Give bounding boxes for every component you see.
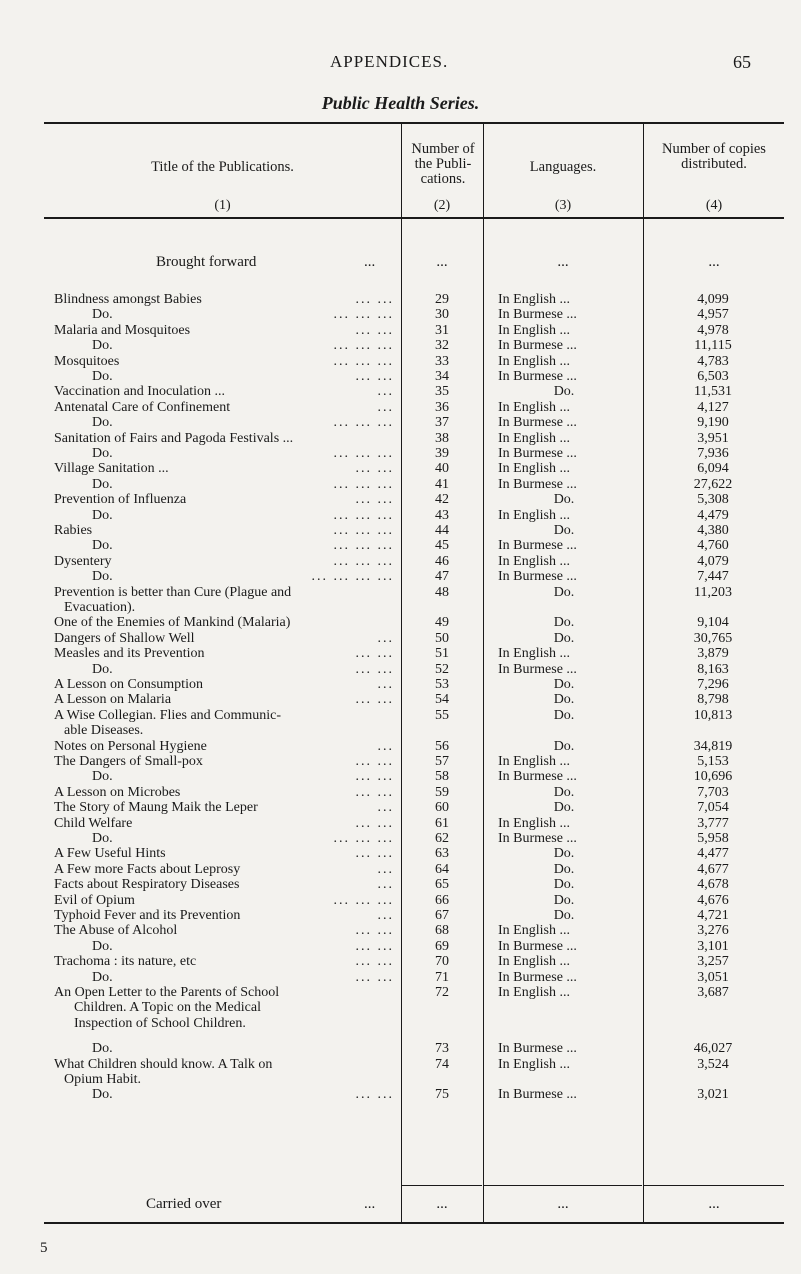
row-leader-dots: ... ... bbox=[355, 1087, 394, 1103]
carried-top-rule-2 bbox=[402, 1185, 482, 1186]
row-copies: 3,777 bbox=[697, 815, 729, 831]
brought-forward-c3: ... bbox=[557, 254, 569, 270]
row-copies: 4,760 bbox=[697, 538, 729, 554]
row-title: Blindness amongst Babies bbox=[54, 292, 202, 307]
row-copies: 7,054 bbox=[697, 800, 729, 816]
row-title: A Lesson on Microbes bbox=[54, 784, 181, 800]
row-number: 31 bbox=[435, 322, 449, 338]
publications-table bbox=[44, 122, 784, 1224]
top-rule bbox=[44, 122, 784, 124]
row-title: A Lesson on Malaria bbox=[54, 692, 172, 708]
row-language: In English ... bbox=[498, 292, 570, 307]
row-leader-dots: ... bbox=[377, 384, 394, 400]
row-language: In English ... bbox=[498, 815, 570, 831]
row-copies: 27,622 bbox=[693, 476, 733, 492]
row-copies: 3,687 bbox=[697, 985, 729, 1000]
row-number: 32 bbox=[435, 338, 449, 354]
row-number: 45 bbox=[435, 538, 449, 554]
row-number: 54 bbox=[435, 692, 449, 708]
row-language: Do. bbox=[553, 846, 575, 862]
row-language: In English ... bbox=[498, 1056, 570, 1072]
row-title: An Open Letter to the Parents of School bbox=[54, 985, 280, 1000]
row-title: Notes on Personal Hygiene bbox=[54, 738, 207, 754]
row-title: Do. bbox=[92, 507, 113, 523]
row-leader-dots: ... ... ... bbox=[333, 476, 394, 492]
row-language: Do. bbox=[553, 384, 575, 400]
row-leader-dots: ... ... bbox=[355, 754, 394, 769]
row-title-continued: Evacuation). bbox=[64, 599, 136, 615]
row-copies: 3,276 bbox=[697, 923, 729, 939]
row-number: 58 bbox=[435, 769, 449, 785]
row-leader-dots: ... ... ... bbox=[333, 538, 394, 554]
page-number: 65 bbox=[733, 52, 751, 72]
row-language: In Burmese ... bbox=[498, 1087, 577, 1103]
row-copies: 5,958 bbox=[697, 831, 729, 846]
row-leader-dots: ... ... ... bbox=[333, 831, 394, 846]
row-number: 66 bbox=[435, 892, 449, 908]
row-copies: 10,696 bbox=[693, 769, 733, 785]
row-leader-dots: ... ... ... bbox=[333, 353, 394, 369]
bottom-rule bbox=[44, 1222, 784, 1224]
row-leader-dots: ... ... ... bbox=[333, 338, 394, 354]
row-number: 35 bbox=[435, 384, 449, 400]
row-title: A Few more Facts about Leprosy bbox=[54, 861, 241, 877]
row-number: 47 bbox=[435, 569, 449, 585]
row-language: In English ... bbox=[498, 553, 570, 569]
row-copies: 4,479 bbox=[697, 507, 729, 523]
row-language: Do. bbox=[553, 861, 575, 877]
carried-over-c2: ... bbox=[436, 1196, 448, 1212]
row-leader-dots: ... ... ... bbox=[333, 415, 394, 431]
row-number: 59 bbox=[435, 784, 449, 800]
row-title: Do. bbox=[92, 769, 113, 785]
row-copies: 7,936 bbox=[697, 446, 729, 461]
row-language: In Burmese ... bbox=[498, 369, 577, 384]
row-copies: 46,027 bbox=[693, 1041, 733, 1057]
row-leader-dots: ... ... bbox=[355, 769, 394, 785]
row-title: Vaccination and Inoculation ... bbox=[54, 384, 226, 400]
row-number: 29 bbox=[435, 292, 449, 307]
row-title-continued: Opium Habit. bbox=[64, 1071, 141, 1087]
row-title: Do. bbox=[92, 661, 113, 677]
carried-over-c4: ... bbox=[708, 1196, 720, 1212]
brought-forward-c4: ... bbox=[708, 254, 720, 270]
row-title-continued: Inspection of School Children. bbox=[74, 1015, 246, 1031]
row-copies: 8,798 bbox=[697, 692, 729, 708]
brought-forward-c2: ... bbox=[436, 254, 448, 270]
row-leader-dots: ... ... bbox=[355, 646, 394, 662]
row-title: Do. bbox=[92, 338, 113, 354]
row-copies: 4,079 bbox=[697, 553, 729, 569]
row-number: 41 bbox=[435, 476, 449, 492]
row-copies: 11,115 bbox=[694, 338, 732, 354]
header-title: Title of the Publications. bbox=[151, 159, 294, 175]
row-number: 56 bbox=[435, 738, 449, 754]
row-number: 30 bbox=[435, 307, 449, 323]
row-title: Do. bbox=[92, 1087, 113, 1103]
row-title: Sanitation of Fairs and Pagoda Festivals ... bbox=[54, 430, 294, 446]
row-title: Prevention is better than Cure (Plague and bbox=[54, 584, 292, 600]
row-leader-dots: ... ... bbox=[355, 322, 394, 338]
row-language: In Burmese ... bbox=[498, 538, 577, 554]
row-title: Do. bbox=[92, 307, 113, 323]
row-title: The Story of Maung Maik the Leper bbox=[54, 800, 258, 816]
row-leader-dots: ... ... bbox=[355, 492, 394, 508]
row-title: Do. bbox=[92, 476, 113, 492]
row-title: Dysentery bbox=[54, 553, 112, 569]
row-title: Do. bbox=[92, 831, 113, 846]
header-copies: Number of copies distributed. bbox=[662, 141, 766, 172]
row-copies: 11,531 bbox=[694, 384, 732, 400]
row-language: In English ... bbox=[498, 430, 570, 446]
row-language: In English ... bbox=[498, 954, 570, 970]
row-leader-dots: ... bbox=[377, 800, 394, 816]
row-language: Do. bbox=[553, 630, 575, 646]
row-title: Malaria and Mosquitoes bbox=[54, 322, 191, 338]
row-number: 39 bbox=[435, 446, 449, 461]
row-leader-dots: ... bbox=[377, 877, 394, 893]
row-title: Do. bbox=[92, 415, 113, 431]
row-number: 73 bbox=[435, 1041, 449, 1057]
row-copies: 4,676 bbox=[697, 892, 729, 908]
row-title: A Few Useful Hints bbox=[54, 846, 166, 862]
row-number: 63 bbox=[435, 846, 449, 862]
row-copies: 10,813 bbox=[693, 707, 733, 723]
footer-number: 5 bbox=[40, 1240, 48, 1256]
row-leader-dots: ... ... bbox=[355, 969, 394, 985]
row-copies: 4,678 bbox=[697, 877, 729, 893]
carried-over-c3: ... bbox=[557, 1196, 569, 1212]
row-leader-dots: ... bbox=[377, 738, 394, 754]
row-title: Measles and its Prevention bbox=[54, 646, 205, 662]
header-num-1: (1) bbox=[214, 198, 231, 213]
row-language: In Burmese ... bbox=[498, 769, 577, 785]
row-title: Do. bbox=[92, 569, 113, 585]
row-leader-dots: ... ... bbox=[355, 461, 394, 477]
row-leader-dots: ... ... bbox=[355, 369, 394, 384]
row-number: 72 bbox=[435, 985, 449, 1000]
row-copies: 4,127 bbox=[697, 399, 729, 415]
row-title: Rabies bbox=[54, 523, 93, 538]
row-number: 43 bbox=[435, 507, 449, 523]
row-number: 69 bbox=[435, 938, 449, 954]
row-leader-dots: ... ... bbox=[355, 661, 394, 677]
header-num-4: (4) bbox=[705, 198, 723, 213]
row-copies: 4,978 bbox=[697, 322, 729, 338]
row-language: Do. bbox=[553, 877, 575, 893]
row-language: Do. bbox=[553, 800, 575, 816]
row-language: Do. bbox=[553, 692, 575, 708]
row-copies: 3,951 bbox=[697, 430, 729, 446]
row-language: Do. bbox=[553, 892, 575, 908]
row-number: 60 bbox=[435, 800, 449, 816]
row-language: In Burmese ... bbox=[498, 569, 577, 585]
row-copies: 3,101 bbox=[697, 938, 729, 954]
carried-over-dots: ... bbox=[364, 1196, 376, 1212]
row-number: 49 bbox=[435, 615, 449, 631]
row-leader-dots: ... ... bbox=[355, 692, 394, 708]
row-copies: 8,163 bbox=[697, 661, 729, 677]
row-number: 50 bbox=[435, 630, 449, 646]
row-number: 34 bbox=[435, 369, 449, 384]
row-copies: 5,153 bbox=[697, 754, 729, 769]
running-head-title: APPENDICES. bbox=[330, 52, 449, 71]
row-title: Typhoid Fever and its Prevention bbox=[54, 908, 241, 923]
row-number: 46 bbox=[435, 553, 449, 569]
row-title: Evil of Opium bbox=[54, 892, 135, 908]
row-language: In Burmese ... bbox=[498, 307, 577, 323]
row-number: 67 bbox=[435, 908, 449, 923]
row-copies: 7,447 bbox=[697, 569, 729, 585]
row-language: In English ... bbox=[498, 754, 570, 769]
row-number: 55 bbox=[435, 707, 449, 723]
row-language: Do. bbox=[553, 738, 575, 754]
row-number: 44 bbox=[435, 523, 449, 538]
row-title-continued: Children. A Topic on the Medical bbox=[74, 1000, 261, 1016]
row-title: Facts about Respiratory Diseases bbox=[54, 877, 240, 893]
row-copies: 3,051 bbox=[697, 969, 729, 985]
row-language: In English ... bbox=[498, 399, 570, 415]
row-copies: 34,819 bbox=[693, 738, 733, 754]
row-number: 61 bbox=[435, 815, 449, 831]
row-copies: 5,308 bbox=[697, 492, 729, 508]
row-leader-dots: ... ... bbox=[355, 923, 394, 939]
row-number: 38 bbox=[435, 430, 449, 446]
row-language: In Burmese ... bbox=[498, 476, 577, 492]
row-number: 37 bbox=[435, 415, 449, 431]
row-language: In Burmese ... bbox=[498, 661, 577, 677]
header-num-3: (3) bbox=[554, 198, 572, 213]
row-leader-dots: ... ... ... bbox=[333, 523, 394, 538]
row-language: In English ... bbox=[498, 353, 570, 369]
row-language: In English ... bbox=[498, 507, 570, 523]
row-copies: 7,296 bbox=[697, 677, 729, 692]
row-title: One of the Enemies of Mankind (Malaria) bbox=[54, 615, 291, 631]
row-title: Child Welfare bbox=[54, 815, 133, 831]
row-title-continued: able Diseases. bbox=[64, 723, 144, 739]
row-leader-dots: ... ... bbox=[355, 815, 394, 831]
row-title: Mosquitoes bbox=[54, 353, 120, 369]
row-language: In Burmese ... bbox=[498, 446, 577, 461]
row-leader-dots: ... ... ... ... bbox=[311, 569, 394, 585]
row-number: 70 bbox=[435, 954, 449, 970]
row-leader-dots: ... ... ... bbox=[333, 892, 394, 908]
row-title: Antenatal Care of Confinement bbox=[54, 399, 231, 415]
row-number: 51 bbox=[435, 646, 449, 662]
row-title: The Abuse of Alcohol bbox=[54, 923, 178, 939]
row-copies: 4,957 bbox=[697, 307, 729, 323]
row-title: Do. bbox=[92, 938, 113, 954]
row-language: Do. bbox=[553, 677, 575, 692]
row-leader-dots: ... ... bbox=[355, 954, 394, 970]
row-title: Prevention of Influenza bbox=[54, 492, 187, 508]
row-language: Do. bbox=[553, 784, 575, 800]
row-copies: 3,021 bbox=[697, 1087, 729, 1103]
header-languages: Languages. bbox=[529, 159, 597, 175]
carried-top-rule-3 bbox=[484, 1185, 642, 1186]
header-num-2: (2) bbox=[433, 198, 451, 213]
row-title: Do. bbox=[92, 1041, 113, 1057]
header-rule bbox=[44, 217, 784, 219]
row-copies: 4,380 bbox=[697, 523, 729, 538]
page-subtitle: Public Health Series. bbox=[321, 93, 480, 113]
row-copies: 4,677 bbox=[697, 861, 729, 877]
row-number: 74 bbox=[435, 1056, 449, 1072]
carried-over-label: Carried over bbox=[146, 1196, 222, 1212]
row-language: In English ... bbox=[498, 923, 570, 939]
row-copies: 6,503 bbox=[697, 369, 729, 384]
row-number: 42 bbox=[435, 492, 449, 508]
row-title: A Lesson on Consumption bbox=[54, 677, 203, 692]
row-language: Do. bbox=[553, 584, 575, 600]
row-copies: 4,783 bbox=[697, 353, 729, 369]
row-number: 64 bbox=[435, 861, 449, 877]
row-leader-dots: ... bbox=[377, 908, 394, 923]
row-leader-dots: ... ... ... bbox=[333, 553, 394, 569]
row-leader-dots: ... ... ... bbox=[333, 507, 394, 523]
row-leader-dots: ... ... bbox=[355, 938, 394, 954]
row-copies: 4,099 bbox=[697, 292, 729, 307]
row-language: In English ... bbox=[498, 646, 570, 662]
row-number: 75 bbox=[435, 1087, 449, 1103]
row-title: Village Sanitation ... bbox=[54, 461, 169, 477]
row-copies: 6,094 bbox=[697, 461, 729, 477]
row-leader-dots: ... ... bbox=[355, 846, 394, 862]
row-leader-dots: ... ... bbox=[355, 292, 394, 307]
row-language: In English ... bbox=[498, 985, 570, 1000]
row-number: 48 bbox=[435, 584, 449, 600]
row-copies: 9,104 bbox=[697, 615, 729, 631]
row-language: Do. bbox=[553, 523, 575, 538]
row-number: 57 bbox=[435, 754, 449, 769]
row-copies: 3,879 bbox=[697, 646, 729, 662]
row-copies: 3,257 bbox=[697, 954, 729, 970]
row-copies: 3,524 bbox=[697, 1056, 729, 1072]
row-number: 62 bbox=[435, 831, 449, 846]
row-language: In Burmese ... bbox=[498, 831, 577, 846]
row-title: What Children should know. A Talk on bbox=[54, 1056, 273, 1072]
row-leader-dots: ... ... bbox=[355, 784, 394, 800]
row-language: In Burmese ... bbox=[498, 415, 577, 431]
row-leader-dots: ... ... ... bbox=[333, 307, 394, 323]
row-leader-dots: ... bbox=[377, 861, 394, 877]
row-copies: 4,721 bbox=[697, 908, 729, 923]
row-leader-dots: ... bbox=[377, 677, 394, 692]
row-title: Trachoma : its nature, etc bbox=[54, 954, 197, 970]
row-leader-dots: ... bbox=[377, 399, 394, 415]
row-language: Do. bbox=[553, 707, 575, 723]
row-copies: 4,477 bbox=[697, 846, 729, 862]
brought-forward-dots: ... bbox=[364, 254, 376, 270]
row-title: Do. bbox=[92, 969, 113, 985]
row-number: 71 bbox=[435, 969, 449, 985]
carried-top-rule-4 bbox=[644, 1185, 784, 1186]
row-title: Do. bbox=[92, 538, 113, 554]
row-language: In English ... bbox=[498, 322, 570, 338]
row-number: 65 bbox=[435, 877, 449, 893]
brought-forward-label: Brought forward bbox=[156, 254, 257, 270]
row-language: Do. bbox=[553, 908, 575, 923]
row-number: 40 bbox=[435, 461, 449, 477]
row-copies: 9,190 bbox=[697, 415, 729, 431]
row-leader-dots: ... bbox=[377, 630, 394, 646]
row-number: 53 bbox=[435, 677, 449, 692]
row-language: In Burmese ... bbox=[498, 338, 577, 354]
row-copies: 7,703 bbox=[697, 784, 729, 800]
row-language: Do. bbox=[553, 615, 575, 631]
row-copies: 11,203 bbox=[694, 584, 732, 600]
header-number: Number of the Publi- cations. bbox=[411, 141, 475, 187]
row-language: Do. bbox=[553, 492, 575, 508]
row-number: 33 bbox=[435, 353, 449, 369]
row-copies: 30,765 bbox=[693, 630, 733, 646]
row-title: Do. bbox=[92, 369, 113, 384]
row-title: A Wise Collegian. Flies and Communic- bbox=[54, 707, 282, 723]
row-language: In Burmese ... bbox=[498, 938, 577, 954]
row-language: In Burmese ... bbox=[498, 969, 577, 985]
row-number: 52 bbox=[435, 661, 449, 677]
row-leader-dots: ... ... ... bbox=[333, 446, 394, 461]
row-title: Do. bbox=[92, 446, 113, 461]
row-number: 36 bbox=[435, 399, 449, 415]
row-number: 68 bbox=[435, 923, 449, 939]
row-title: The Dangers of Small-pox bbox=[54, 754, 203, 769]
row-language: In Burmese ... bbox=[498, 1041, 577, 1057]
row-title: Dangers of Shallow Well bbox=[54, 630, 195, 646]
row-language: In English ... bbox=[498, 461, 570, 477]
